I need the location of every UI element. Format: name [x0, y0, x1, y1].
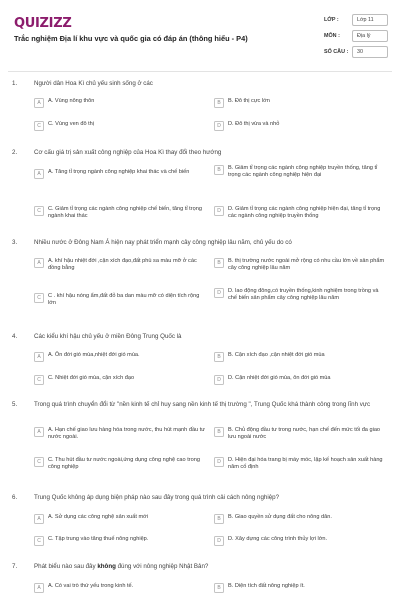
option-a[interactable]	[34, 258, 206, 272]
option-b[interactable]	[214, 427, 386, 441]
option-text: B. Giao quyền sử dụng đất cho nông dân.	[228, 514, 332, 520]
option-c[interactable]	[34, 375, 206, 385]
option-letter-box: D	[214, 288, 224, 298]
option-letter-box: B	[214, 98, 224, 108]
option-letter-box: C	[34, 457, 44, 467]
option-letter-box: B	[214, 352, 224, 362]
option-text: B. Giảm tỉ trọng các ngành công nghiệp truyền thống, tăng tỉ trọng các ngành công nghiệp hiện đại	[228, 165, 378, 179]
option-d[interactable]	[214, 288, 386, 302]
option-text: A. Ôn đới gió mùa,nhiệt đới gió mùa.	[48, 352, 140, 358]
option-c[interactable]	[34, 457, 206, 471]
question-number: 2.	[12, 149, 18, 156]
option-text: B. Chủ động đầu tư trong nước, hạn chế đến mức tối đa giao lưu ngoài nước	[228, 427, 381, 441]
meta-subject	[324, 28, 388, 44]
option-letter-box: C	[34, 121, 44, 131]
meta-question-count	[324, 44, 388, 60]
option-a[interactable]	[34, 98, 206, 108]
question-text: Người dân Hoa Kì chủ yếu sinh sống ở các	[34, 80, 153, 87]
option-c[interactable]	[34, 206, 206, 220]
quiz-title: Trắc nghiệm Địa lí khu vực và quốc gia có đáp án (thông hiểu - P4)	[14, 34, 248, 43]
option-c[interactable]	[34, 536, 206, 546]
option-text: B. Diện tích đất nông nghiệp ít.	[228, 583, 305, 589]
meta-value: 30	[352, 46, 388, 58]
option-letter-box: B	[214, 258, 224, 268]
option-text: A. khí hậu nhiệt đới ,cận xích đạo,đất phù sa màu mỡ ở các đồng bằng	[48, 258, 197, 272]
option-d[interactable]	[214, 206, 386, 220]
question-number: 7.	[12, 563, 18, 570]
option-letter-box: C	[34, 375, 44, 385]
option-letter-box: A	[34, 98, 44, 108]
option-letter-box: B	[214, 514, 224, 524]
option-text: C. Vùng ven đô thị	[48, 121, 95, 127]
question-number: 4.	[12, 333, 18, 340]
option-text: A. Hạn chế giao lưu hàng hóa trong nước, thu hút mạnh đầu tư nước ngoài.	[48, 427, 206, 441]
option-b[interactable]	[214, 514, 386, 524]
option-c[interactable]	[34, 121, 206, 131]
option-text: A. Vùng nông thôn	[48, 98, 95, 104]
question-text: Cơ cấu giá trị sản xuất công nghiệp của Hoa Kì thay đổi theo hướng	[34, 149, 222, 156]
option-a[interactable]	[34, 514, 206, 524]
question-text: Nhiều nước ở Đông Nam Á hiện nay phát triển mạnh cây công nghiệp lâu năm, chủ yếu do có	[34, 239, 292, 246]
option-text: A. Sử dụng các công nghệ sản xuất mới	[48, 514, 149, 520]
option-text: B. Đô thị cực lớn	[228, 98, 270, 104]
option-text: C. Tập trung vào tăng thuế nông nghiệp.	[48, 536, 149, 542]
option-text: D. lao động đông,có truyền thống,kinh nghiệm trong trồng và chế biến sản phẩm cây công nghiệp lâu năm	[228, 288, 379, 302]
option-text: C. Thu hút đầu tư nước ngoài,ứng dụng công nghệ cao trong công nghiệp	[48, 457, 200, 471]
option-letter-box: B	[214, 583, 224, 593]
option-letter-box: A	[34, 169, 44, 179]
option-letter-box: B	[214, 427, 224, 437]
option-b[interactable]	[214, 165, 386, 179]
question-text: Trung Quốc không áp dụng biện pháp nào sau đây trong quá trình cải cách nông nghiệp?	[34, 494, 280, 501]
question-text: Các kiểu khí hậu chủ yếu ở miền Đông Trung Quốc là	[34, 333, 182, 340]
option-text: C. Nhiệt đới gió mùa, cận xích đạo	[48, 375, 135, 381]
option-letter-box: A	[34, 352, 44, 362]
option-letter-box: D	[214, 375, 224, 385]
option-letter-box: A	[34, 514, 44, 524]
option-text: B. thị trường nước ngoài mở rộng có nhu cầu lớn về sản phẩm cây công nghiệp lâu năm	[228, 258, 385, 272]
option-letter-box: A	[34, 258, 44, 268]
header-divider	[8, 71, 392, 72]
option-letter-box: D	[214, 121, 224, 131]
meta-label: LỚP :	[324, 17, 339, 23]
question-number: 6.	[12, 494, 18, 501]
option-text: D. Cận nhiệt đới gió mùa, ôn đới gió mùa	[228, 375, 331, 381]
option-text: D. Giảm tỉ trọng các ngành công nghiệp hiện đại, tăng tỉ trọng các ngành công nghiệp truyền thống	[228, 206, 381, 220]
option-a[interactable]	[34, 352, 206, 362]
header	[0, 0, 400, 72]
question-number: 5.	[12, 401, 18, 408]
question-number: 1.	[12, 80, 18, 87]
emphasis-word: không	[97, 563, 116, 570]
quiz-meta	[324, 12, 388, 60]
option-b[interactable]	[214, 352, 386, 362]
option-b[interactable]	[214, 258, 386, 272]
option-text: A. Có vai trò thứ yếu trong kinh tế.	[48, 583, 134, 589]
option-letter-box: C	[34, 293, 44, 303]
option-text: C . khí hậu nóng ẩm,đất đỏ ba dan màu mỡ có diện tích rộng lớn	[48, 293, 200, 307]
question-text: Phát biểu nào sau đây không đúng với nông nghiệp Nhật Bản?	[34, 563, 209, 570]
meta-value: Địa lý	[352, 30, 388, 42]
option-letter-box: B	[214, 165, 224, 175]
option-text: C. Giảm tỉ trọng các ngành công nghiệp chế biến, tăng tỉ trọng ngành khai thác	[48, 206, 202, 220]
option-d[interactable]	[214, 121, 386, 131]
option-b[interactable]	[214, 583, 386, 593]
option-text: D. Xây dựng các công trình thủy lợi lớn.	[228, 536, 328, 542]
option-letter-box: D	[214, 206, 224, 216]
option-letter-box: C	[34, 206, 44, 216]
option-d[interactable]	[214, 375, 386, 385]
option-text: D. Hiện đại hóa trang bị máy móc, lập kế hoạch sản xuất hàng năm cố định	[228, 457, 383, 471]
option-letter-box: D	[214, 536, 224, 546]
option-b[interactable]	[214, 98, 386, 108]
option-letter-box: A	[34, 427, 44, 437]
question-number: 3.	[12, 239, 18, 246]
option-c[interactable]	[34, 293, 206, 307]
option-text: A. Tăng tỉ trọng ngành công nghiệp khai thác và chế biến	[48, 169, 190, 175]
option-d[interactable]	[214, 457, 386, 471]
option-a[interactable]	[34, 427, 206, 441]
meta-value: Lớp 11	[352, 14, 388, 26]
meta-class	[324, 12, 388, 28]
option-letter-box: C	[34, 536, 44, 546]
question-text: Trong quá trình chuyển đổi từ "nền kinh tế chỉ huy sang nền kinh tế thị trường ", Trung Quốc khá thành công trong lĩnh vực	[34, 401, 371, 408]
option-letter-box: D	[214, 457, 224, 467]
option-d[interactable]	[214, 536, 386, 546]
option-a[interactable]	[34, 169, 206, 179]
option-letter-box: A	[34, 583, 44, 593]
option-text: B. Cận xích đạo ,cận nhiệt đới gió mùa	[228, 352, 325, 358]
option-a[interactable]	[34, 583, 206, 593]
meta-label: MÔN :	[324, 33, 340, 39]
meta-label: SỐ CÂU :	[324, 49, 349, 55]
quizizz-logo: QUIZIZZ	[14, 16, 72, 31]
option-text: D. Đô thị vừa và nhỏ	[228, 121, 280, 127]
